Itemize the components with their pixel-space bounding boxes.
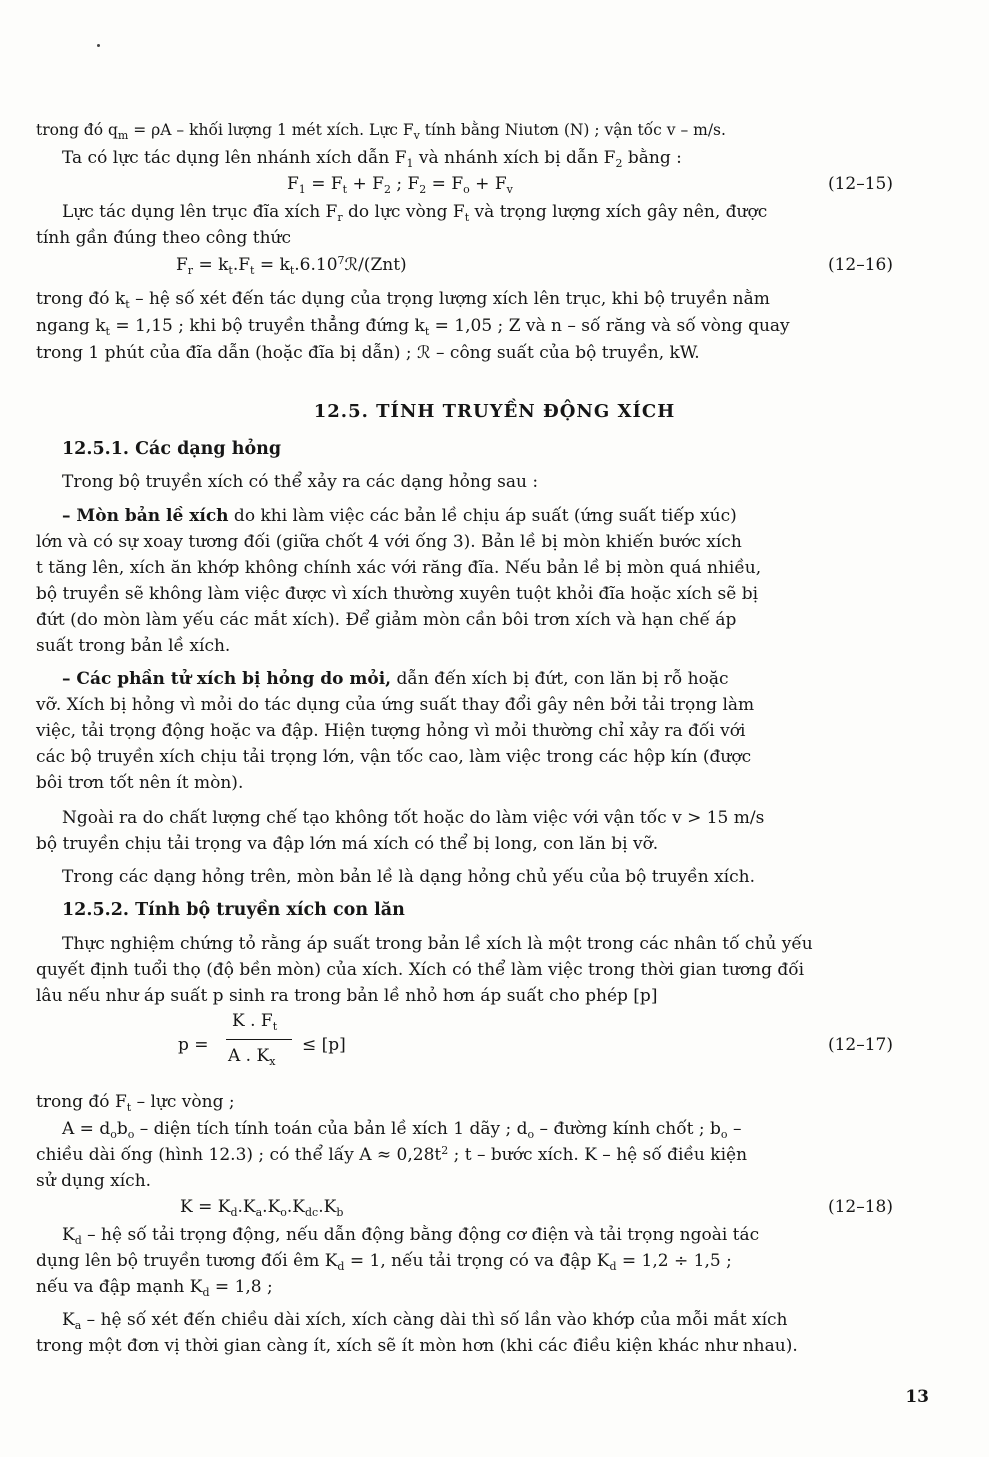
text-line: quyết định tuổi thọ (độ bền mòn) của xích. Xích có thể làm việc trong thời gian tương đối [36,960,805,980]
text-line: Trong bộ truyền xích có thể xảy ra các dạng hỏng sau : [62,472,539,492]
text-line: – Các phần tử xích bị hỏng do mỏi, dẫn đến xích bị đứt, con lăn bị rỗ hoặc [62,669,729,689]
text-line: trong đó $q_m = \rho A$ – khối lượng 1 mét xích. Lực $F_v$ tính bằng Niutơn (N) ; vận tốc v – m/s. [36,121,726,142]
text-line: lớn và có sự xoay tương đối (giữa chốt 4 với ống 3). Bản lề bị mòn khiến bước xích [36,532,742,552]
text-line: lâu nếu như áp suất p sinh ra trong bản lề nhỏ hơn áp suất cho phép [p] [36,986,658,1006]
section-heading: 12.5. TÍNH TRUYỀN ĐỘNG XÍCH [313,401,676,422]
subsection-heading: 12.5.1. Các dạng hỏng [62,439,282,459]
equation-12-16: $F_r = k_t.F_t$ = $k_t.6.10^7ℛ/(Znt)$ [176,254,407,277]
text-line: tính gần đúng theo công thức [36,228,292,248]
text-line: – Mòn bản lề xích do khi làm việc các bản lề chịu áp suất (ứng suất tiếp xúc) [62,506,737,526]
text-line: ngang $k_t = 1,15$ ; khi bộ truyền thẳng đứng $k_t = 1,05$ ; Z và n – số răng và số vòng quay [36,316,790,338]
text-line: chiều dài ống (hình 12.3) ; có thể lấy $A \approx 0,28t^2$ ; t – bước xích. K – hệ số điều kiện [36,1144,748,1165]
equation-number: (12–17) [827,1035,893,1055]
equation-rhs: ≤ [p] [302,1035,346,1055]
text-line: sử dụng xích. [36,1171,152,1191]
equation-number: (12–18) [827,1197,893,1217]
equation-lhs: p = [178,1035,209,1055]
speck [97,44,100,47]
text-line: trong đó $F_t$ – lực vòng ; [36,1092,235,1114]
text-line: trong một đơn vị thời gian càng ít, xích sẽ ít mòn hơn (khi các điều kiện khác như nhau). [36,1336,798,1356]
page-number: 13 [905,1387,929,1407]
text-line: $K_a$ – hệ số xét đến chiều dài xích, xích càng dài thì số lần vào khớp của mỗi mắt xích [62,1310,788,1332]
subsection-heading: 12.5.2. Tính bộ truyền xích con lăn [62,900,405,920]
text-line: $A = d_ob_o$ – diện tích tính toán của bản lề xích 1 dãy ; $d_o$ – đường kính chốt ; $b_o$ – [62,1119,742,1141]
text-line: Ngoài ra do chất lượng chế tạo không tốt hoặc do làm việc với vận tốc v > 15 m/s [62,808,765,828]
text-line: dụng lên bộ truyền tương đối êm $K_d = 1$, nếu tải trọng có va đập $K_d = 1,2 \div 1,5$ ; [36,1251,732,1273]
text-line: các bộ truyền xích chịu tải trọng lớn, vận tốc cao, làm việc trong các hộp kín (được [36,747,752,767]
equation-12-18: $K = K_d.K_a.K_o.K_{dc}.K_b$ [180,1197,344,1219]
text-line: việc, tải trọng động hoặc va đập. Hiện tượng hỏng vì mỏi thường chỉ xảy ra đối với [36,721,746,741]
text-line: Thực nghiệm chứng tỏ rằng áp suất trong bản lề xích là một trong các nhân tố chủ yếu [62,934,813,954]
equation-number: (12–16) [827,255,893,275]
text-line: suất trong bản lề xích. [36,636,231,656]
text-line: bộ truyền chịu tải trọng va đập lớn má xích có thể bị long, con lăn bị vỡ. [36,834,659,854]
fraction-bar [226,1039,292,1040]
text-line: vỡ. Xích bị hỏng vì mỏi do tác dụng của ứng suất thay đổi gây nên bởi tải trọng làm [36,695,755,715]
text-line: trong 1 phút của đĩa dẫn (hoặc đĩa bị dẫn) ; ℛ – công suất của bộ truyền, kW. [36,343,700,363]
text-line: Lực tác dụng lên trục đĩa xích $F_r$ do lực vòng $F_t$ và trọng lượng xích gây nên, được [62,202,768,224]
text-line: trong đó $k_t$ – hệ số xét đến tác dụng của trọng lượng xích lên trục, khi bộ truyền nằm [36,289,770,311]
text-line: Trong các dạng hỏng trên, mòn bản lề là dạng hỏng chủ yếu của bộ truyền xích. [62,867,755,887]
text-line: đứt (do mòn làm yếu các mắt xích). Để giảm mòn cần bôi trơn xích và hạn chế áp [36,610,737,630]
fraction-denominator: A . $K_x$ [228,1046,276,1068]
equation-12-15: $F_1 = F_t + F_2$ ; $F_2 = F_o + F_v$ [287,174,513,196]
fraction-numerator: K . $F_t$ [232,1011,278,1033]
text-line: $K_d$ – hệ số tải trọng động, nếu dẫn động bằng động cơ điện và tải trọng ngoài tác [62,1225,760,1247]
text-line: t tăng lên, xích ăn khớp không chính xác với răng đĩa. Nếu bản lề bị mòn quá nhiều, [36,558,762,578]
text-line: bôi trơn tốt nên ít mòn). [36,773,244,793]
text-line: bộ truyền sẽ không làm việc được vì xích thường xuyên tuột khỏi đĩa hoặc xích sẽ bị [36,584,759,604]
text-line: Ta có lực tác dụng lên nhánh xích dẫn $F_1$ và nhánh xích bị dẫn $F_2$ bằng : [62,148,682,170]
equation-number: (12–15) [827,174,893,194]
text-line: nếu va đập mạnh $K_d = 1,8$ ; [36,1277,273,1299]
